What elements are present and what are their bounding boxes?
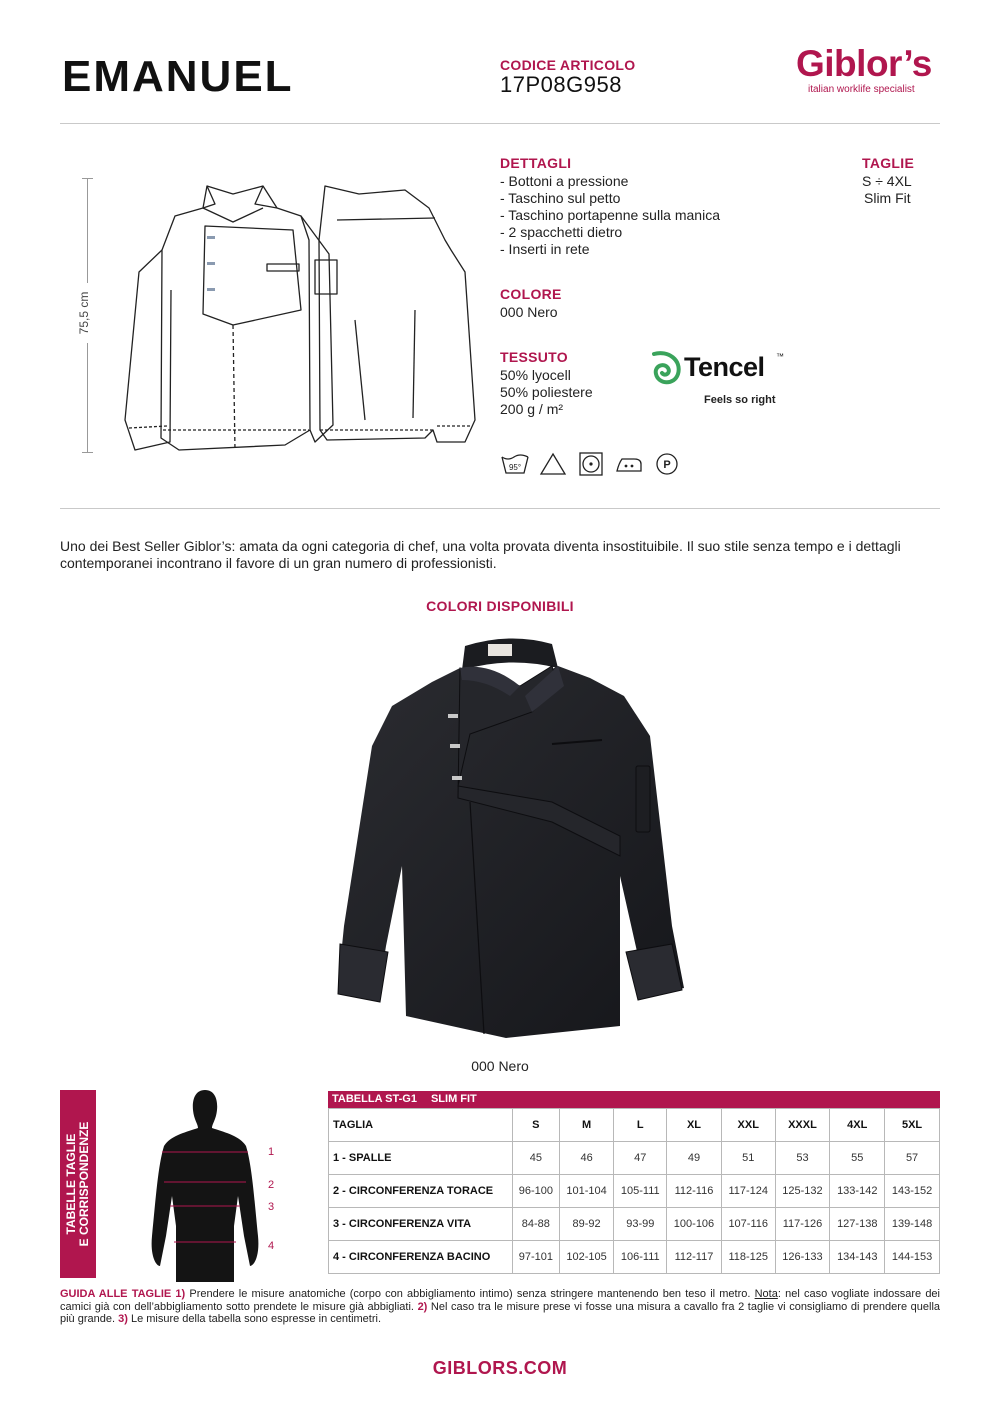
table-row (329, 1142, 940, 1175)
wash-95-icon (500, 452, 530, 476)
details-item: - 2 spacchetti dietro (500, 224, 623, 240)
bleach-triangle-icon (538, 452, 568, 476)
banner-line: E CORRISPONDENZE (77, 1121, 91, 1247)
table-cell: 102-105 (559, 1241, 614, 1274)
tencel-name: Tencel (684, 352, 765, 382)
table-cell: 107-116 (721, 1208, 775, 1241)
size-table-caption (328, 1091, 940, 1108)
details-item: - Inserti in rete (500, 241, 590, 257)
details-item: - Taschino sul petto (500, 190, 621, 206)
fabric-line: 50% lyocell (500, 367, 571, 383)
table-cell: 47 (614, 1142, 667, 1175)
fabric-label: TESSUTO (500, 349, 568, 365)
table-header-row (329, 1109, 940, 1142)
table-cell: 101-104 (559, 1175, 614, 1208)
measurement-marker: 1 (268, 1146, 275, 1158)
tencel-tm: ™ (776, 352, 784, 361)
table-header-cell: TAGLIA (329, 1109, 513, 1142)
table-cell: 127-138 (830, 1208, 885, 1241)
table-cell: 55 (830, 1142, 885, 1175)
tencel-leaf-icon (650, 348, 684, 388)
jacket-technical-drawing (115, 180, 480, 455)
guide-step-number: 3) (118, 1313, 128, 1325)
sizes-fit: Slim Fit (864, 190, 911, 206)
iron-two-dots-icon (614, 452, 644, 476)
table-cell: 84-88 (513, 1208, 560, 1241)
tencel-logo (650, 348, 790, 412)
table-row (329, 1208, 940, 1241)
table-cell: 89-92 (559, 1208, 614, 1241)
guide-text: Prendere le misure anatomiche (corpo con abbigliamento intimo) senza stringere mantenendo ben teso il metro. (185, 1288, 755, 1300)
size-table-name: TABELLA ST-G1 (332, 1093, 417, 1105)
table-cell: 105-111 (614, 1175, 667, 1208)
table-cell: 117-124 (721, 1175, 775, 1208)
table-header-cell: XL (667, 1109, 722, 1142)
color-label: COLORE (500, 286, 562, 302)
available-colors-title: COLORI DISPONIBILI (426, 598, 574, 614)
size-table-fit: SLIM FIT (430, 1093, 477, 1105)
color-caption: 000 Nero (471, 1058, 529, 1074)
table-cell: 100-106 (667, 1208, 722, 1241)
table-cell: 134-143 (830, 1241, 885, 1274)
table-cell: 112-116 (667, 1175, 722, 1208)
brand-name: Giblor’s (796, 43, 932, 84)
table-cell: 133-142 (830, 1175, 885, 1208)
product-code-label: CODICE ARTICOLO (500, 57, 636, 73)
table-header-cell: M (559, 1109, 614, 1142)
details-section (500, 155, 720, 258)
table-cell: 112-117 (667, 1241, 722, 1274)
table-header-cell: 5XL (885, 1109, 940, 1142)
sizes-section (862, 155, 914, 207)
table-cell: 117-126 (775, 1208, 830, 1241)
details-item: - Bottoni a pressione (500, 173, 629, 189)
table-row (329, 1175, 940, 1208)
table-cell: 106-111 (614, 1241, 667, 1274)
table-header-cell: XXL (721, 1109, 775, 1142)
table-cell: 143-152 (885, 1175, 940, 1208)
table-cell: 126-133 (775, 1241, 830, 1274)
guide-note-label: Nota (754, 1288, 778, 1300)
website-link[interactable]: GIBLORS.COM (432, 1358, 568, 1378)
table-cell: 93-99 (614, 1208, 667, 1241)
color-value: 000 Nero (500, 304, 558, 320)
table-cell: 118-125 (721, 1241, 775, 1274)
product-code: 17P08G958 (500, 72, 622, 97)
table-cell: 144-153 (885, 1241, 940, 1274)
table-cell: 97-101 (513, 1241, 560, 1274)
wash-temp: 95° (508, 463, 522, 472)
fabric-section (500, 349, 593, 418)
measurement-marker: 2 (268, 1179, 275, 1191)
table-cell: 57 (885, 1142, 940, 1175)
fabric-line: 50% poliestere (500, 384, 593, 400)
table-cell: 53 (775, 1142, 830, 1175)
sizes-range: S ÷ 4XL (862, 173, 912, 189)
fabric-line: 200 g / m² (500, 401, 564, 417)
tumble-dry-icon (576, 452, 606, 476)
guide-text: : nel caso vogliate indossare dei camici già con dell’abbigliamento sotto prendete le misure già abbigliati. (60, 1288, 940, 1313)
table-header-cell: 4XL (830, 1109, 885, 1142)
table-cell: 96-100 (513, 1175, 560, 1208)
table-row-label: 1 - SPALLE (329, 1142, 513, 1175)
table-row-label: 4 - CIRCONFERENZA BACINO (329, 1241, 513, 1274)
product-title: EMANUEL (62, 52, 294, 101)
table-row-label: 2 - CIRCONFERENZA TORACE (329, 1175, 513, 1208)
product-description: Uno dei Best Seller Giblor’s: amata da ogni categoria di chef, una volta provata diventa insostituibile. Il suo stile senza tempo e i dettagli contemporanei incontrano il favore di un gran numero di professionisti. (60, 538, 901, 571)
sizes-label: TAGLIE (862, 155, 915, 171)
brand-logo (796, 44, 946, 95)
divider (60, 508, 940, 509)
table-header-cell: XXXL (775, 1109, 830, 1142)
table-row-label: 3 - CIRCONFERENZA VITA (329, 1208, 513, 1241)
divider (60, 123, 940, 124)
guide-text: Le misure della tabella sono espresse in centimetri. (127, 1313, 382, 1325)
table-cell: 139-148 (885, 1208, 940, 1241)
guide-text: Nel caso tra le misure prese vi fosse una misura a cavallo fra 2 taglie vi consigliamo di prendere quella più grande. (60, 1300, 941, 1325)
details-label: DETTAGLI (500, 155, 572, 171)
table-header-cell: L (614, 1109, 667, 1142)
measurement-marker: 3 (268, 1201, 275, 1213)
tencel-tagline: Feels so right (704, 394, 776, 406)
height-label: 75,5 cm (77, 283, 91, 343)
banner-line: TABELLE TAGLIE (64, 1133, 78, 1235)
guide-step-number: 1) (175, 1288, 186, 1300)
measurement-marker: 4 (268, 1240, 275, 1252)
dry-clean-p-icon (652, 452, 682, 476)
brand-tagline: italian worklife specialist (808, 84, 915, 95)
dry-clean-letter: P (663, 459, 671, 471)
table-cell: 125-132 (775, 1175, 830, 1208)
details-item: - Taschino portapenne sulla manica (500, 207, 720, 223)
size-table (328, 1108, 940, 1274)
height-dimension (74, 178, 104, 453)
jacket-photo (320, 626, 700, 1046)
size-tables-banner (60, 1090, 96, 1278)
table-row (329, 1241, 940, 1274)
size-guide-notes (60, 1288, 940, 1326)
table-header-cell: S (513, 1109, 560, 1142)
guide-step-number: 2) (417, 1300, 428, 1313)
body-measurement-figure (150, 1086, 260, 1282)
table-cell: 46 (559, 1142, 614, 1175)
guide-title: GUIDA ALLE TAGLIE (60, 1288, 172, 1300)
table-cell: 45 (513, 1142, 560, 1175)
care-icons (500, 452, 682, 476)
table-cell: 51 (721, 1142, 775, 1175)
table-cell: 49 (667, 1142, 722, 1175)
color-section (500, 286, 562, 321)
